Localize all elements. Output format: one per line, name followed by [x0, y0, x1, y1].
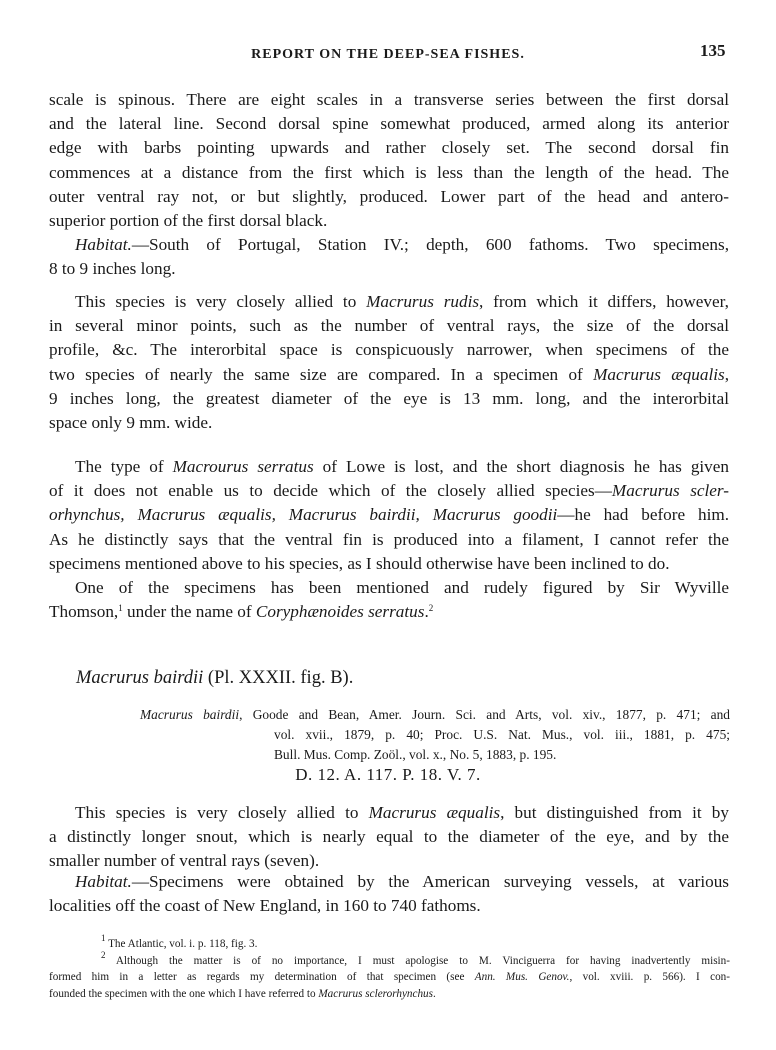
species-heading: Macrurus bairdii (Pl. XXXII. fig. B). — [76, 668, 354, 688]
paragraph-habitat-1 — [49, 233, 729, 281]
text-line: Habitat.—South of Portugal, Station IV.; depth, 600 fathoms. Two specimens, — [75, 235, 729, 254]
page-number: 135 — [700, 41, 726, 60]
text-line: smaller number of ventral rays (seven). — [49, 851, 320, 871]
text-line: Habitat.—Specimens were obtained by the American surveying vessels, at various — [75, 872, 729, 891]
text-line: One of the specimens has been mentioned and rudely figured by Sir Wyville — [75, 578, 729, 597]
text-line: outer ventral ray not, or but slightly, produced. Lower part of the head and antero- — [49, 186, 729, 206]
paragraph-lowe-type — [49, 455, 729, 576]
habitat-label: Habitat. — [75, 235, 132, 254]
text-line: specimens mentioned above to his species, as I should otherwise have been inclined to do. — [49, 553, 670, 573]
paragraph-thomson — [49, 576, 729, 624]
text-line: As he distinctly says that the ventral fin is produced into a filament, I cannot refer the — [49, 529, 729, 549]
text-line: profile, &c. The interorbital space is conspicuously narrower, when specimens of the — [49, 340, 729, 360]
footnote-ref: 1 — [118, 603, 123, 614]
text-line: This species is very closely allied to Macrurus æqualis, but distinguished from it by — [75, 803, 729, 822]
paragraph-description — [49, 88, 729, 233]
footnotes — [49, 933, 730, 1002]
text-line: in several minor points, such as the number of ventral rays, the size of the dorsal — [49, 316, 729, 336]
text-line: 8 to 9 inches long. — [49, 259, 176, 279]
habitat-label: Habitat. — [75, 872, 132, 891]
text-line: Bull. Mus. Comp. Zoöl., vol. x., No. 5, 1883, p. 195. — [274, 747, 557, 762]
text-line: founded the specimen with the one which I have referred to Macrurus sclerorhynchus. — [49, 987, 436, 1000]
running-title: REPORT ON THE DEEP-SEA FISHES. — [251, 47, 525, 62]
synonymy-block — [140, 705, 730, 765]
text-line: The type of Macrourus serratus of Lowe is lost, and the short diagnosis he has given — [75, 457, 729, 476]
text-line: formed him in a letter as regards my determination of that specimen (see Ann. Mus. Genov., vol. xviii. p. 566). I con- — [49, 971, 730, 983]
footnote-2: $^2$ Although the matter is of no importance, I must apologise to M. Vinciguerra for having inadvertently misin- — [101, 949, 730, 967]
paragraph-bairdii — [49, 801, 729, 874]
text-line: of it does not enable us to decide which of the closely allied species—Macrurus scler- — [49, 481, 729, 501]
text-line: localities off the coast of New England, in 160 to 740 fathoms. — [49, 896, 481, 916]
text-line: This species is very closely allied to Macrurus rudis, from which it differs, however, — [75, 292, 729, 311]
text-line: scale is spinous. There are eight scales in a transverse series between the first dorsal — [49, 90, 729, 109]
text-line: orhynchus, Macrurus æqualis, Macrurus bairdii, Macrurus goodii—he had before him. — [49, 505, 730, 525]
text-line: vol. xvii., 1879, p. 40; Proc. U.S. Nat. Mus., vol. iii., 1881, p. 475; — [274, 727, 730, 742]
text-line: commences at a distance from the first which is less than the length of the head. The — [49, 162, 729, 182]
paragraph-habitat-2 — [49, 870, 729, 918]
text-line: 9 inches long, the greatest diameter of the eye is 13 mm. long, and the interorbital — [49, 388, 729, 408]
text-line: and the lateral line. Second dorsal spine somewhat produced, armed along its anterior — [49, 114, 729, 134]
text-line: Macrurus bairdii, Goode and Bean, Amer. Journ. Sci. and Arts, vol. xiv., 1877, p. 471; and — [140, 707, 730, 722]
text-line: two species of nearly the same size are compared. In a specimen of Macrurus æqualis, — [49, 364, 729, 384]
footnote-ref: 2 — [428, 603, 434, 614]
text-line: Thomson,$^1$ under the name of Coryphænoides serratus.$^2$ — [49, 602, 434, 622]
paragraph-comparison-rudis — [49, 290, 729, 435]
fin-formula: D. 12. A. 117. P. 18. V. 7. — [295, 765, 481, 784]
text-line: space only 9 mm. wide. — [49, 413, 213, 433]
text-line: a distinctly longer snout, which is nearly equal to the diameter of the eye, and by the — [49, 827, 729, 847]
text-line: superior portion of the first dorsal black. — [49, 211, 328, 231]
text-line: edge with barbs pointing upwards and rather closely set. The second dorsal fin — [49, 138, 729, 158]
footnote-1: $^1$ The Atlantic, vol. i. p. 118, fig. 3. — [101, 933, 258, 950]
